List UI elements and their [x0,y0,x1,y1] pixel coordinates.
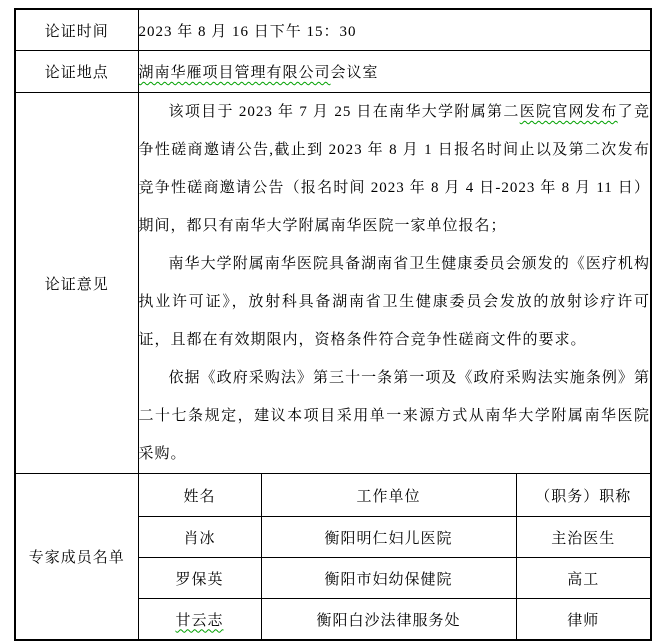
opinion-paragraph-1 [139,93,651,245]
expert-org: 衡阳市妇幼保健院 [261,558,516,599]
opinion-text-block [139,93,651,473]
expert-name [138,599,261,641]
row-demonstration-place [15,51,651,93]
expert-name-text: 肖冰 [183,530,216,547]
label-text: 论证时间 [44,23,109,40]
row-demonstration-opinion [15,93,651,474]
expert-title: 主治医生 [516,517,651,558]
demonstration-place-value [138,51,651,93]
experts-header-title: （职务）职称 [516,474,651,517]
experts-header-name: 姓名 [138,474,261,517]
demonstration-opinion-value [138,93,651,474]
expert-title: 律师 [516,599,651,641]
paragraph-text: 该项目于 2023 年 7 月 25 日在南华大学附属第二 [168,104,520,120]
label-text: 论证意见 [44,276,109,293]
opinion-paragraph-3: 依据《政府采购法》第三十一条第一项及《政府采购法实施条例》第二十七条规定，建议本项目采用单一来源方式从南华大学附属南华医院采购。 [138,370,650,462]
demonstration-time-label [15,9,138,51]
demonstration-time-value [138,9,651,51]
paragraph-text: 了竞争性磋商邀请公告,截止到 2023 年 8 月 1 日报名时间止以及第二次发布竞争性磋商邀请公告（报名时间 2023 年 8 月 4 日-2023 年 8 月 11 日）期间，都只有南华大学附属南华医院一家单位报名； [138,104,650,234]
place-value-spellcheck-text: 湖南华雁项目管理有限公司 [138,65,331,81]
demonstration-record-table [14,8,652,641]
label-text: 专家成员名单 [28,550,125,566]
experts-header-row [15,474,651,517]
expert-org: 衡阳明仁妇儿医院 [261,517,516,558]
paragraph-spellcheck-text: 医院官网发布 [519,104,618,120]
label-text: 论证地点 [44,65,109,81]
experts-list-label [15,474,138,641]
demonstration-place-label [15,51,138,93]
expert-name-spellcheck-text: 甘云志 [175,612,224,629]
expert-title: 高工 [516,558,651,599]
row-demonstration-time [15,9,651,51]
expert-name [138,558,261,599]
demonstration-opinion-label [15,93,138,474]
place-value-text: 会议室 [330,65,379,81]
expert-org: 衡阳白沙法律服务处 [261,599,516,641]
experts-header-org: 工作单位 [261,474,516,517]
time-value-text: 2023 年 8 月 16 日下午 15：30 [138,23,357,40]
expert-name [138,517,261,558]
expert-name-text: 罗保英 [175,571,224,588]
opinion-paragraph-2: 南华大学附属南华医院具备湖南省卫生健康委员会颁发的《医疗机构执业许可证》，放射科具备湖南省卫生健康委员会发放的放射诊疗许可证，且都在有效期限内，资格条件符合竞争性磋商文件的要求。 [138,256,650,348]
